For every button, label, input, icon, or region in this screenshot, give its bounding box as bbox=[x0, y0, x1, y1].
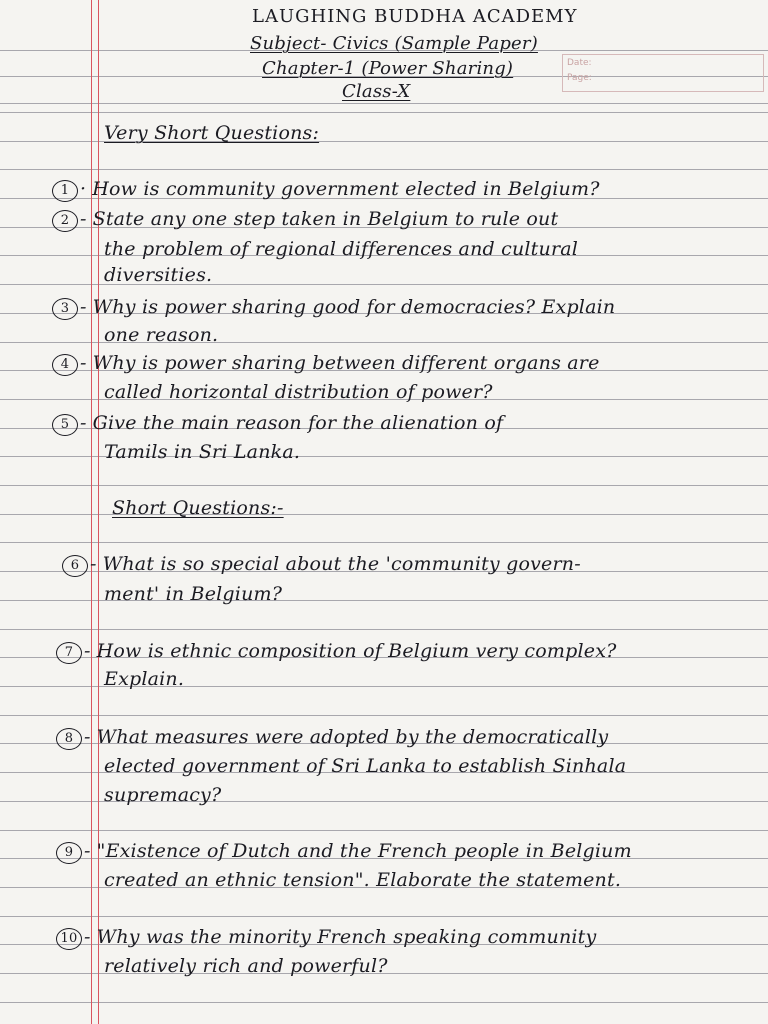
question-text: How is ethnic composition of Belgium very complex? bbox=[96, 640, 617, 662]
question-3 bbox=[52, 296, 615, 320]
ruled-line bbox=[0, 629, 768, 630]
question-9-line-2: created an ethnic tension". Elaborate the statement. bbox=[104, 869, 622, 891]
page-label: Page: bbox=[567, 73, 592, 83]
question-separator: - bbox=[90, 553, 97, 575]
ruled-line bbox=[0, 916, 768, 917]
question-8-line-3: supremacy? bbox=[104, 784, 222, 806]
question-2-line-3: diversities. bbox=[104, 264, 213, 286]
question-text: Why is power sharing good for democracies? Explain bbox=[92, 296, 616, 318]
question-text: Give the main reason for the alienation of bbox=[92, 412, 504, 434]
class-line: Class-X bbox=[342, 81, 411, 102]
question-4 bbox=[52, 352, 600, 376]
question-separator: - bbox=[84, 726, 91, 748]
question-separator: - bbox=[80, 296, 87, 318]
margin-line-left bbox=[91, 0, 92, 1024]
question-number: 5 bbox=[52, 414, 78, 436]
question-8-line-2: elected government of Sri Lanka to establish Sinhala bbox=[104, 755, 627, 777]
ruled-line bbox=[0, 715, 768, 716]
question-text: Why is power sharing between different organs are bbox=[92, 352, 600, 374]
question-number: 2 bbox=[52, 210, 78, 232]
subject-line: Subject- Civics (Sample Paper) bbox=[250, 33, 538, 54]
question-6 bbox=[62, 553, 581, 577]
question-9 bbox=[56, 840, 632, 864]
question-text: How is community government elected in Belgium? bbox=[92, 178, 600, 200]
question-1 bbox=[52, 178, 600, 202]
question-text: What measures were adopted by the democratically bbox=[96, 726, 609, 748]
question-number: 10 bbox=[56, 928, 82, 950]
question-7 bbox=[56, 640, 617, 664]
question-text: Why was the minority French speaking community bbox=[96, 926, 597, 948]
question-number: 6 bbox=[62, 555, 88, 577]
question-text: What is so special about the 'community govern- bbox=[102, 553, 581, 575]
date-page-box bbox=[562, 54, 764, 92]
ruled-line bbox=[0, 103, 768, 104]
ruled-line bbox=[0, 169, 768, 170]
question-10 bbox=[56, 926, 596, 950]
ruled-line bbox=[0, 830, 768, 831]
question-8 bbox=[56, 726, 608, 750]
question-number: 9 bbox=[56, 842, 82, 864]
question-separator: - bbox=[80, 412, 87, 434]
question-separator: - bbox=[84, 840, 91, 862]
question-separator: - bbox=[80, 208, 87, 230]
question-separator: - bbox=[84, 926, 91, 948]
question-4-line-2: called horizontal distribution of power? bbox=[104, 381, 493, 403]
question-separator: · bbox=[80, 178, 87, 200]
question-text: "Existence of Dutch and the French people in Belgium bbox=[96, 840, 632, 862]
question-2-line-2: the problem of regional differences and cultural bbox=[104, 238, 579, 260]
question-separator: - bbox=[80, 352, 87, 374]
question-number: 4 bbox=[52, 354, 78, 376]
ruled-line bbox=[0, 1002, 768, 1003]
ruled-line bbox=[0, 542, 768, 543]
question-10-line-2: relatively rich and powerful? bbox=[104, 955, 388, 977]
question-separator: - bbox=[84, 640, 91, 662]
question-2 bbox=[52, 208, 558, 232]
question-6-line-2: ment' in Belgium? bbox=[104, 583, 283, 605]
school-title: LAUGHING BUDDHA ACADEMY bbox=[252, 6, 578, 27]
question-7-line-2: Explain. bbox=[104, 668, 185, 690]
ruled-line bbox=[0, 112, 768, 113]
chapter-line: Chapter-1 (Power Sharing) bbox=[262, 58, 514, 79]
short-heading: Short Questions:- bbox=[112, 497, 284, 519]
question-number: 8 bbox=[56, 728, 82, 750]
margin-line-right bbox=[98, 0, 99, 1024]
question-number: 3 bbox=[52, 298, 78, 320]
very-short-heading: Very Short Questions: bbox=[104, 122, 320, 144]
question-3-line-2: one reason. bbox=[104, 324, 219, 346]
question-number: 1 bbox=[52, 180, 78, 202]
question-5 bbox=[52, 412, 503, 436]
question-5-line-2: Tamils in Sri Lanka. bbox=[104, 441, 301, 463]
ruled-line bbox=[0, 485, 768, 486]
question-number: 7 bbox=[56, 642, 82, 664]
date-label: Date: bbox=[567, 58, 592, 68]
question-text: State any one step taken in Belgium to rule out bbox=[92, 208, 559, 230]
